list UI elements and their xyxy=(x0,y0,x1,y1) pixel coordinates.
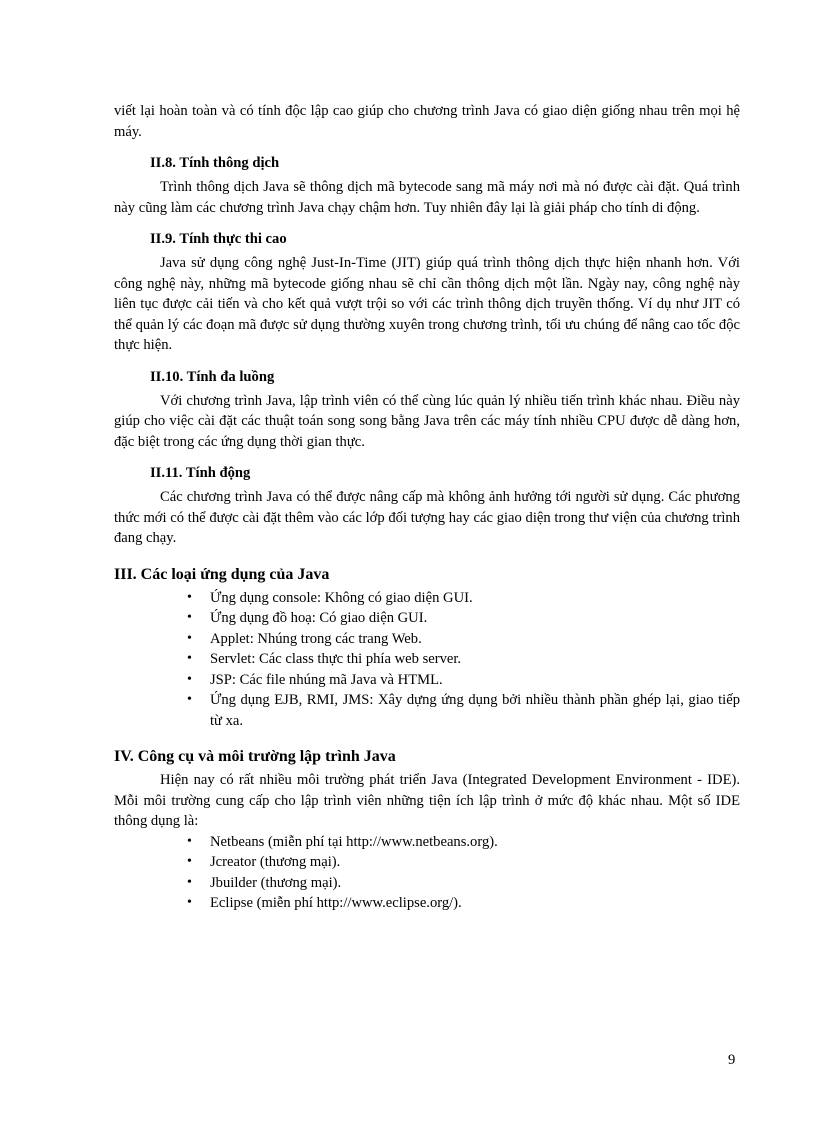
bullet-icon: • xyxy=(187,651,192,666)
bullet-icon: • xyxy=(187,692,192,707)
list-item: • Eclipse (miễn phí http://www.eclipse.org/). xyxy=(114,893,740,914)
bullet-icon: • xyxy=(187,874,192,890)
bullet-icon: • xyxy=(187,630,192,646)
heading-ii-11: II.11. Tính động xyxy=(150,465,251,481)
bullet-icon: • xyxy=(187,833,192,849)
paragraph-ii-9: Java sử dụng công nghệ Just-In-Time (JIT) giúp quá trình thông dịch thực hiện nhanh hơn. Với công nghệ này, những mã bytecode giống nhau sẽ chỉ cần thông dịch một lần. Ngày nay, công nghệ này liên tục được cải tiến và cho kết quả vượt trội so với các trình thông dịch truyền thống. Ví dụ như JIT có thể quản lý các đoạn mã được sử dụng thường xuyên trong chương trình, tối ưu chúng để nâng cao tốc độc thực hiện. xyxy=(114,255,740,353)
list-item: • Ứng dụng đồ hoạ: Có giao diện GUI. xyxy=(114,608,740,629)
heading-ii-8: II.8. Tính thông dịch xyxy=(150,155,280,171)
ide-list xyxy=(114,832,740,914)
list-item: • Netbeans (miễn phí tại http://www.netbeans.org). xyxy=(114,832,740,853)
list-item: • JSP: Các file nhúng mã Java và HTML. xyxy=(114,670,740,691)
heading-iv: IV. Công cụ và môi trường lập trình Java xyxy=(114,748,396,765)
heading-ii-10: II.10. Tính đa luồng xyxy=(150,368,275,385)
list-item: • Ứng dụng console: Không có giao diện GUI. xyxy=(114,588,740,609)
paragraph-iv: Hiện nay có rất nhiều môi trường phát triển Java (Integrated Development Environment - IDE). Mỗi môi trường cung cấp cho lập trình viên những tiện ích lập trình ở mức độ khác nhau. Một số IDE thông dụng là: xyxy=(114,772,740,829)
paragraph-ii-8: Trình thông dịch Java sẽ thông dịch mã bytecode sang mã máy nơi mà nó được cài đặt. Quá trình này cũng làm các chương trình Java chạy chậm hơn. Tuy nhiên đây lại là giải pháp cho tính di động. xyxy=(114,179,740,216)
list-item: • Ứng dụng EJB, RMI, JMS: Xây dựng ứng dụng bởi nhiều thành phần ghép lại, giao tiếp từ xa. xyxy=(187,692,740,729)
bullet-icon: • xyxy=(187,610,192,625)
list-item: • Servlet: Các class thực thi phía web server. xyxy=(114,649,740,670)
heading-iii: III. Các loại ứng dụng của Java xyxy=(114,565,330,583)
page-number: 9 xyxy=(728,1052,736,1068)
paragraph-ii-11: Các chương trình Java có thể được nâng cấp mà không ảnh hưởng tới người sử dụng. Các phương thức mới có thể được cài đặt thêm vào các lớp đối tượng hay các giao diện trong thư viện của chương trình đang chạy. xyxy=(114,489,740,546)
intro-paragraph: viết lại hoàn toàn và có tính độc lập cao giúp cho chương trình Java có giao diện giống nhau trên mọi hệ máy. xyxy=(114,103,740,140)
list-item: • Jcreator (thương mại). xyxy=(114,852,740,873)
bullet-icon: • xyxy=(187,589,192,605)
bullet-icon: • xyxy=(187,854,192,869)
bullet-icon: • xyxy=(187,895,192,910)
list-item: • Jbuilder (thương mại). xyxy=(114,873,740,894)
bullet-icon: • xyxy=(187,671,192,687)
list-item: • Applet: Nhúng trong các trang Web. xyxy=(114,629,740,650)
page-content xyxy=(114,101,740,914)
heading-ii-9: II.9. Tính thực thi cao xyxy=(150,231,287,247)
paragraph-ii-10: Với chương trình Java, lập trình viên có thể cùng lúc quản lý nhiều tiến trình khác nhau. Điều này giúp cho việc cài đặt các thuật toán song song bằng Java trên các máy tính nhiều CPU được dễ dàng hơn, đặc biệt trong các ứng dụng thời gian thực. xyxy=(114,392,740,450)
java-app-types-list xyxy=(114,588,740,732)
